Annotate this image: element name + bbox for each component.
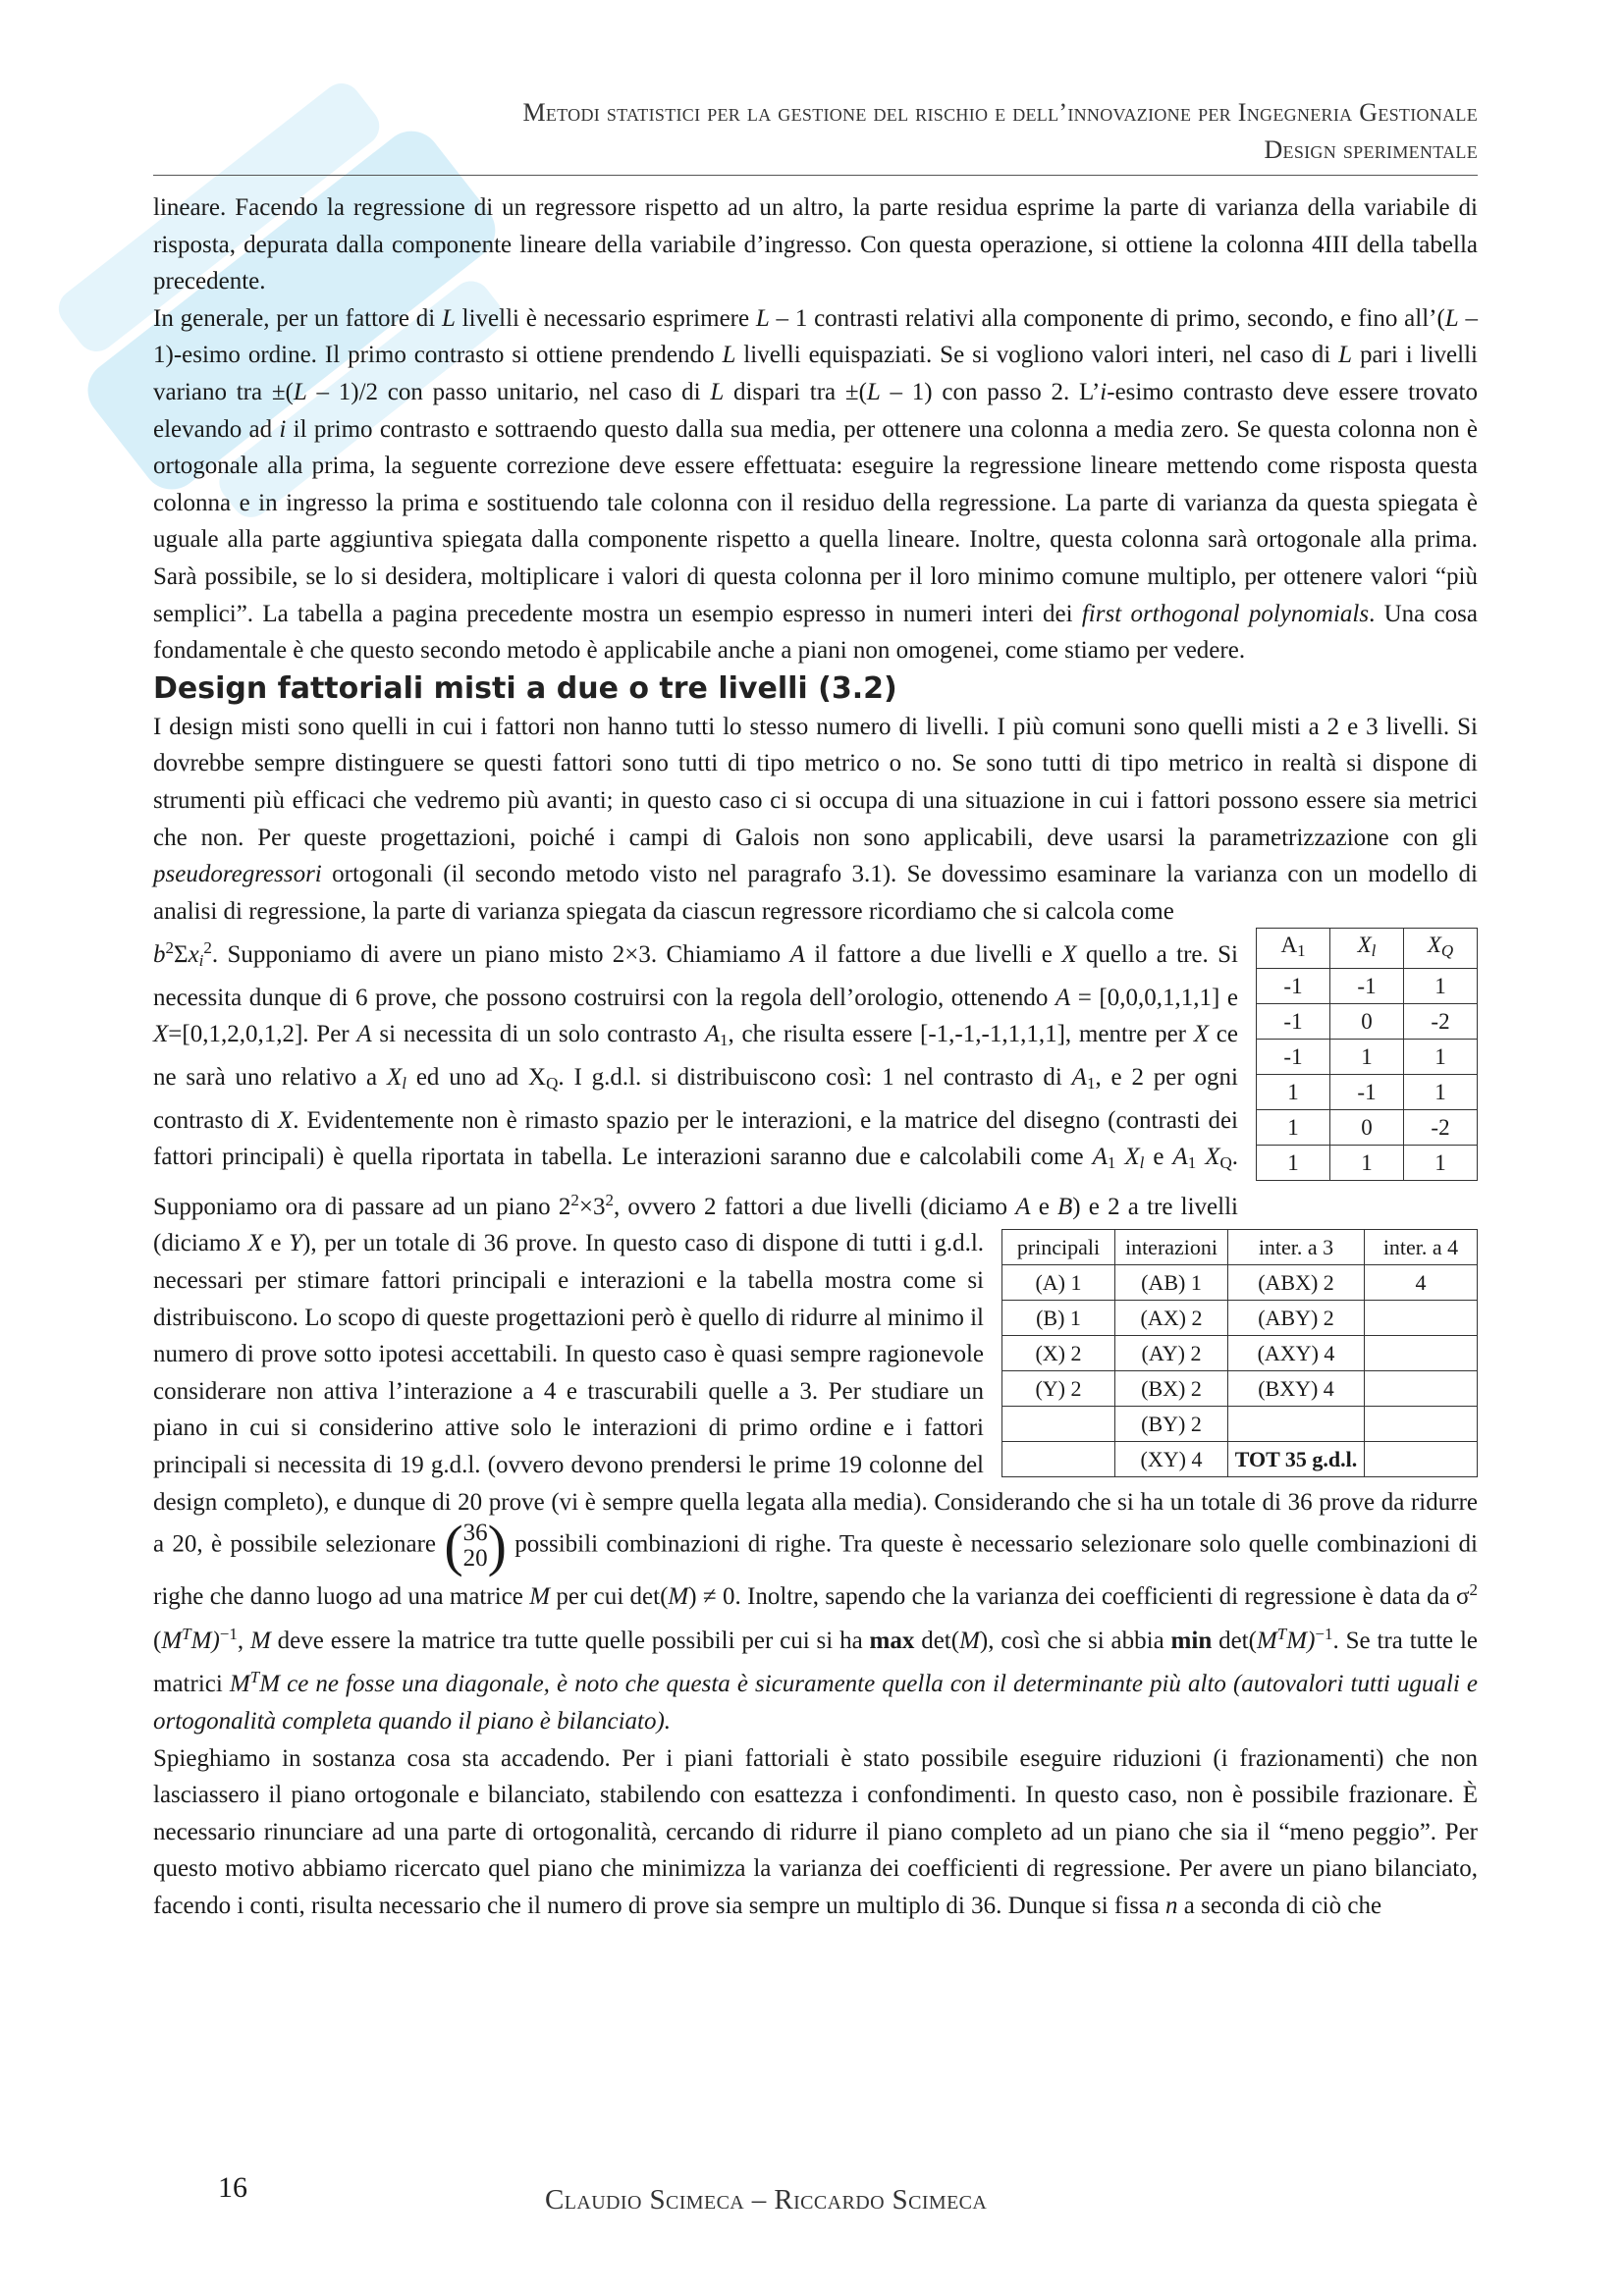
text: possibili combinazioni di righe. Tra queste è necessario selezionare solo quelle combinazioni di righe che danno luogo ad una matrice [153, 1530, 1478, 1611]
math-sup: T [249, 1668, 260, 1687]
section-heading: Design fattoriali misti a due o tre livelli (3.2) [153, 670, 897, 706]
text: . Supponiamo ora di passare ad un piano 2 [153, 1144, 1238, 1220]
math-sup: 2 [1469, 1580, 1479, 1600]
table-header-cell: interazioni [1115, 1230, 1228, 1265]
math-var: L [1338, 342, 1352, 369]
binom-left-paren: ( [444, 1514, 463, 1578]
text: – 1 contrasti relativi alla componente di primo, secondo, e fino all’( [769, 304, 1445, 332]
text: -esimo contrasto deve essere trovato elevando ad [153, 378, 1478, 443]
degrees-of-freedom-table [1001, 1229, 1478, 1477]
term-pseudoregressori: pseudoregressori [153, 861, 322, 888]
math-min: min [1170, 1627, 1213, 1654]
text: a seconda di ciò che [1177, 1892, 1382, 1919]
table-header-cell [1404, 929, 1478, 969]
table-cell: (AXY) 4 [1228, 1336, 1365, 1371]
math-var: L [441, 304, 456, 332]
table-cell: -2 [1404, 1110, 1478, 1146]
text: , e 2 per ogni contrasto di [153, 1064, 1238, 1134]
table-cell: 1 [1404, 969, 1478, 1004]
table-cell: (ABY) 2 [1228, 1301, 1365, 1336]
table-row [1257, 1040, 1478, 1075]
table-row [1002, 1407, 1478, 1442]
text: – 1) con passo 2. L’ [880, 378, 1101, 405]
text: ×3 [578, 1193, 606, 1220]
table-row [1257, 1110, 1478, 1146]
table-header-row [1257, 929, 1478, 969]
text: pari i livelli variano tra ±( [153, 342, 1478, 405]
text: ce ne sarà uno relativo a [153, 1021, 1239, 1092]
math-var: Y [289, 1230, 303, 1257]
math-var: X [277, 1106, 294, 1134]
table-cell [1365, 1371, 1478, 1407]
header-subtitle: Design sperimentale [1264, 135, 1478, 164]
text: . I g.d.l. si distribuiscono così: 1 nel contrasto di [558, 1064, 1072, 1092]
text: il primo contrasto e sottraendo questo dalla sua media, per ottenere una colonna a media zero. Se questa colonna non è ortogonale alla prima, la seguente correzione deve essere effettuata: eseguire la regressione lineare mettendo come risposta questa colonna e in ingresso la prima e sostituendo tale colonna con il residuo della regressione. La parte di varianza da questa spiegata è uguale alla parte aggiuntiva spiegata dalla componente rispetto a quella lineare. Inoltre, questa colonna sarà ortogonale alla prima. Sarà possibile, se lo si desidera, moltiplicare i valori di questa colonna per il loro minimo comune multiplo, per ottenere valori “più semplici”. La tabella a pagina precedente mostra un esempio espresso in numeri interi dei [153, 415, 1478, 627]
math-sub: 1 [1187, 1153, 1197, 1173]
table-cell: 1 [1404, 1040, 1478, 1075]
table-row [1002, 1301, 1478, 1336]
table-row [1002, 1442, 1478, 1477]
header-sub: 1 [1297, 941, 1306, 961]
header-sub: l [1371, 941, 1377, 961]
table-cell: (BX) 2 [1115, 1371, 1228, 1407]
table-cell: (BY) 2 [1115, 1407, 1228, 1442]
math-var: b [153, 941, 166, 969]
table-row [1257, 1004, 1478, 1040]
math-var: M [529, 1583, 551, 1611]
table-cell: (XY) 4 [1115, 1442, 1228, 1477]
header-text: X [1357, 933, 1372, 958]
table-row [1257, 969, 1478, 1004]
math-var: A [1015, 1193, 1031, 1220]
math-var: A [1172, 1144, 1188, 1171]
table-header-cell: principali [1002, 1230, 1115, 1265]
table-cell: -1 [1330, 1075, 1404, 1110]
math-var: i [279, 415, 287, 443]
table-cell: -1 [1330, 969, 1404, 1004]
math-var: M [161, 1627, 183, 1654]
text: ( [153, 1627, 162, 1654]
math-var: X [1193, 1021, 1210, 1048]
term-first-orthogonal-polynomials: first orthogonal polynomials [1081, 600, 1370, 627]
header-sub: Q [1440, 941, 1454, 961]
math-sup: −1 [1315, 1624, 1333, 1643]
math-var: M [249, 1627, 271, 1654]
text: e [1144, 1144, 1173, 1171]
table-cell [1365, 1407, 1478, 1442]
math-var: n [1165, 1892, 1178, 1919]
math-var: X [528, 1064, 547, 1092]
math-var: i [1100, 378, 1108, 405]
text: – 1)/2 con passo unitario, nel caso di [306, 378, 711, 405]
running-header [522, 94, 1478, 169]
header-text: A [1280, 933, 1298, 958]
binom-bottom: 20 [462, 1545, 488, 1573]
text: si necessita di un solo contrasto [371, 1021, 705, 1048]
binomial-coefficient [444, 1514, 507, 1578]
paragraph-4 [153, 1740, 1478, 1925]
table-row [1002, 1371, 1478, 1407]
text: ), per un totale di 36 prove. In questo caso di dispone di tutti i g.d.l. necessari per stimare fattori principali e interazioni e la tabella mostra come si distribuiscono. Lo scopo di queste progettazioni però è quello di ridurre al minimo il numero di prove sotto ipotesi accettabili. In questo caso è quasi sempre ragionevole considerare non attiva l’interazione a 4 e trascurabili quelle a 3. Per studiare un piano in cui si considerino attive solo le interazioni di primo ordine e i fattori principali si necessita di 19 g.d.l. (ovvero devono prendersi le prime 19 colonne del design completo), e dunque di 20 prove (vi è sempre quella legata alla media). Considerando che si ha un totale di 36 prove da ridurre a 20, è possibile selezionare [153, 1230, 1478, 1558]
table-cell: 0 [1330, 1110, 1404, 1146]
math-var: M [1256, 1627, 1277, 1654]
math-sup: 2 [570, 1190, 579, 1209]
math-var: M [668, 1583, 689, 1611]
table-cell: 1 [1330, 1146, 1404, 1181]
math-var: L [293, 378, 307, 405]
contrast-table [1256, 928, 1478, 1181]
math-var: X [386, 1064, 403, 1092]
math-var: M [229, 1671, 250, 1698]
math-sup: −1 [219, 1624, 238, 1643]
table-cell: -1 [1257, 1004, 1330, 1040]
text: . Supponiamo di avere un piano misto 2×3. Chiamiamo [211, 941, 790, 969]
text: – 1)-esimo ordine. Il primo contrasto si ottiene prendendo [153, 304, 1478, 369]
table-header-cell: inter. a 3 [1228, 1230, 1365, 1265]
math-var: A [356, 1021, 372, 1048]
table-cell: (A) 1 [1002, 1265, 1115, 1301]
text: il fattore a due livelli e [804, 941, 1062, 969]
text: e [262, 1230, 290, 1257]
table-cell [1365, 1301, 1478, 1336]
math-sup: 2 [203, 938, 212, 958]
math-var: X [247, 1230, 263, 1257]
math-sum: Σ [174, 941, 189, 969]
text: dispari tra ±( [724, 378, 867, 405]
table-header-cell: inter. a 4 [1365, 1230, 1478, 1265]
text: ed uno ad [406, 1064, 529, 1092]
table-cell: -1 [1257, 969, 1330, 1004]
table-cell [1365, 1336, 1478, 1371]
text: , che risulta essere [-1,-1,-1,1,1,1], mentre per [728, 1021, 1194, 1048]
table-cell: (BXY) 4 [1228, 1371, 1365, 1407]
table-header-cell [1330, 929, 1404, 969]
text: per cui det( [550, 1583, 669, 1611]
table-row [1257, 1146, 1478, 1181]
math-max: max [869, 1627, 915, 1654]
text: e [1030, 1193, 1057, 1220]
math-var: A [789, 941, 805, 969]
table-cell: 1 [1257, 1146, 1330, 1181]
math-var: L [1444, 304, 1459, 332]
math-sub: Q [546, 1074, 559, 1094]
math-sub: 1 [719, 1031, 729, 1050]
math-var: x [188, 941, 199, 969]
math-expr: M ce ne fosse una diagonale, è noto che questa è sicuramente quella con il determinante più alto (autovalori tutti uguali e ortogonalità completa quando il piano è bilanciato). [153, 1671, 1478, 1735]
text: . Se tra tutte le matrici [153, 1627, 1479, 1698]
math-var: A [704, 1021, 720, 1048]
text: ) e 2 a tre livelli (diciamo [153, 1193, 1238, 1257]
table-cell: -1 [1257, 1040, 1330, 1075]
table-cell: 1 [1257, 1075, 1330, 1110]
table-cell: (AB) 1 [1115, 1265, 1228, 1301]
table-cell: 1 [1404, 1075, 1478, 1110]
text: Spieghiamo in sostanza cosa sta accadendo. Per i piani fattoriali è stato possibile eseguire riduzioni (i frazionamenti) che non lasciassero il piano ortogonale e bilanciato, stabilendo con esattezza i confondimenti. In questo caso, non è possibile frazionare. È necessario rinunciare ad una parte di ortogonalità, cercando di ridurre il piano completo ad un piano che sia il “meno peggio”. Per questo motivo abbiamo ricercato quel piano che minimizza la varianza dei coefficienti di regressione. Per avere un piano bilanciato, facendo i conti, risulta necessario che il numero di prove sia sempre un multiplo di 36. Dunque si fissa [153, 1744, 1478, 1919]
text: livelli equispaziati. Se si vogliono valori interi, nel caso di [735, 342, 1339, 369]
text: det( [1212, 1627, 1257, 1654]
header-text: X [1427, 933, 1441, 958]
text: ), così che si abbia [979, 1627, 1171, 1654]
table-cell: 1 [1330, 1040, 1404, 1075]
table-cell: (B) 1 [1002, 1301, 1115, 1336]
text: In generale, per un fattore di [153, 304, 442, 332]
text: deve essere la matrice tra tutte quelle possibili per cui si ha [270, 1627, 870, 1654]
math-var: L [722, 342, 736, 369]
math-var: B [1057, 1193, 1073, 1220]
table-row [1002, 1265, 1478, 1301]
text: quello a tre. Si necessita dunque di 6 prove, che possono costruirsi con la regola dell’orologio, ottenendo [153, 941, 1239, 1011]
table-row [1002, 1336, 1478, 1371]
math-var: A [1092, 1144, 1108, 1171]
text: =[0,1,2,0,1,2]. Per [168, 1021, 357, 1048]
table-cell: (AY) 2 [1115, 1336, 1228, 1371]
table-cell: 1 [1257, 1110, 1330, 1146]
table-header-cell [1257, 929, 1330, 969]
table-cell: 4 [1365, 1265, 1478, 1301]
page-number: 16 [218, 2171, 247, 2204]
binom-right-paren: ) [487, 1514, 507, 1578]
binom-top: 36 [462, 1520, 488, 1547]
math-var: L [710, 378, 725, 405]
text: det( [914, 1627, 960, 1654]
math-expr: M) [190, 1627, 220, 1654]
math-var: M [959, 1627, 980, 1654]
math-sub: 1 [1086, 1074, 1096, 1094]
text: ortogonali (il secondo metodo visto nel paragrafo 3.1). Se dovessimo esaminare la varianza con un modello di analisi di regressione, la parte di varianza spiegata da ciascun regressore ricordiamo che si calcola come [153, 861, 1478, 925]
text: , ovvero 2 fattori a due livelli (diciamo [613, 1193, 1016, 1220]
table-cell: (ABX) 2 [1228, 1265, 1365, 1301]
math-sup: T [182, 1624, 191, 1643]
text: . Una cosa fondamentale è che questo secondo metodo è applicabile anche a piani non omogenei, come stiamo per vedere. [153, 600, 1478, 665]
math-sup: 2 [165, 938, 174, 958]
math-var: L [866, 378, 881, 405]
header-title: Metodi statistici per la gestione del rischio e dell’innovazione per Ingegneria Gestionale [522, 98, 1478, 127]
text: , [237, 1627, 250, 1654]
text: ) ≠ 0. Inoltre, sapendo che la varianza dei coefficienti di regressione è data da σ [688, 1583, 1470, 1611]
math-sub: Q [1219, 1153, 1232, 1173]
math-var: A [1055, 984, 1071, 1011]
math-sub: l [402, 1074, 406, 1094]
table-cell: (X) 2 [1002, 1336, 1115, 1371]
math-var: A [1071, 1064, 1087, 1092]
math-expr: M) [1286, 1627, 1316, 1654]
text: = [0,0,0,1,1,1] e [1070, 984, 1238, 1011]
table-cell: 1 [1404, 1146, 1478, 1181]
paragraph-3 [153, 709, 1478, 931]
paragraph-2 [153, 300, 1478, 669]
math-sup: 2 [605, 1190, 614, 1209]
math-var: X [1205, 1144, 1220, 1171]
table-total-cell: TOT 35 g.d.l. [1228, 1442, 1365, 1477]
table-cell [1365, 1442, 1478, 1477]
text: I design misti sono quelli in cui i fattori non hanno tutti lo stesso numero di livelli. I più comuni sono quelli misti a 2 e 3 livelli. Si dovrebbe sempre distinguere se questi fattori sono tutti di tipo metrico o no. Se sono tutti di tipo metrico in realtà si dispone di strumenti più efficaci che vedremo più avanti; in questo caso ci si occupa di una situazione in cui i fattori possono essere sia metrici che non. Per queste progettazioni, poiché i campi di Galois non sono applicabili, deve usarsi la parametrizzazione con gli [153, 713, 1478, 851]
math-var: X [153, 1021, 169, 1048]
math-var: X [1061, 941, 1077, 969]
math-sub: i [198, 951, 204, 971]
text: livelli è necessario esprimere [455, 304, 756, 332]
table-cell [1002, 1442, 1115, 1477]
paragraph-1: lineare. Facendo la regressione di un regressore rispetto ad un altro, la parte residua esprime la parte di varianza della variabile di risposta, depurata dalla componente lineare della variabile d’ingresso. Con questa operazione, si ottiene la colonna 4III della tabella precedente. [153, 194, 1478, 295]
table-cell [1228, 1407, 1365, 1442]
page-body [153, 189, 1478, 1925]
table-cell: -2 [1404, 1004, 1478, 1040]
table-cell: (AX) 2 [1115, 1301, 1228, 1336]
table-cell: (Y) 2 [1002, 1371, 1115, 1407]
table-row [1257, 1075, 1478, 1110]
header-divider [153, 175, 1478, 176]
math-sub: l [1139, 1153, 1145, 1173]
binom-stack [463, 1521, 488, 1572]
math-sub: 1 [1107, 1153, 1116, 1173]
table-cell [1002, 1407, 1115, 1442]
math-sup: T [1276, 1624, 1287, 1643]
math-var: X [1124, 1144, 1140, 1171]
footer-authors: Claudio Scimeca – Riccardo Scimeca [545, 2184, 988, 2216]
table-header-row [1002, 1230, 1478, 1265]
table-cell: 0 [1330, 1004, 1404, 1040]
math-var: L [755, 304, 770, 332]
text: . Evidentemente non è rimasto spazio per le interazioni, e la matrice del disegno (contrasti dei fattori principali) è quella riportata in tabella. Le interazioni saranno due e calcolabili come [153, 1106, 1238, 1171]
